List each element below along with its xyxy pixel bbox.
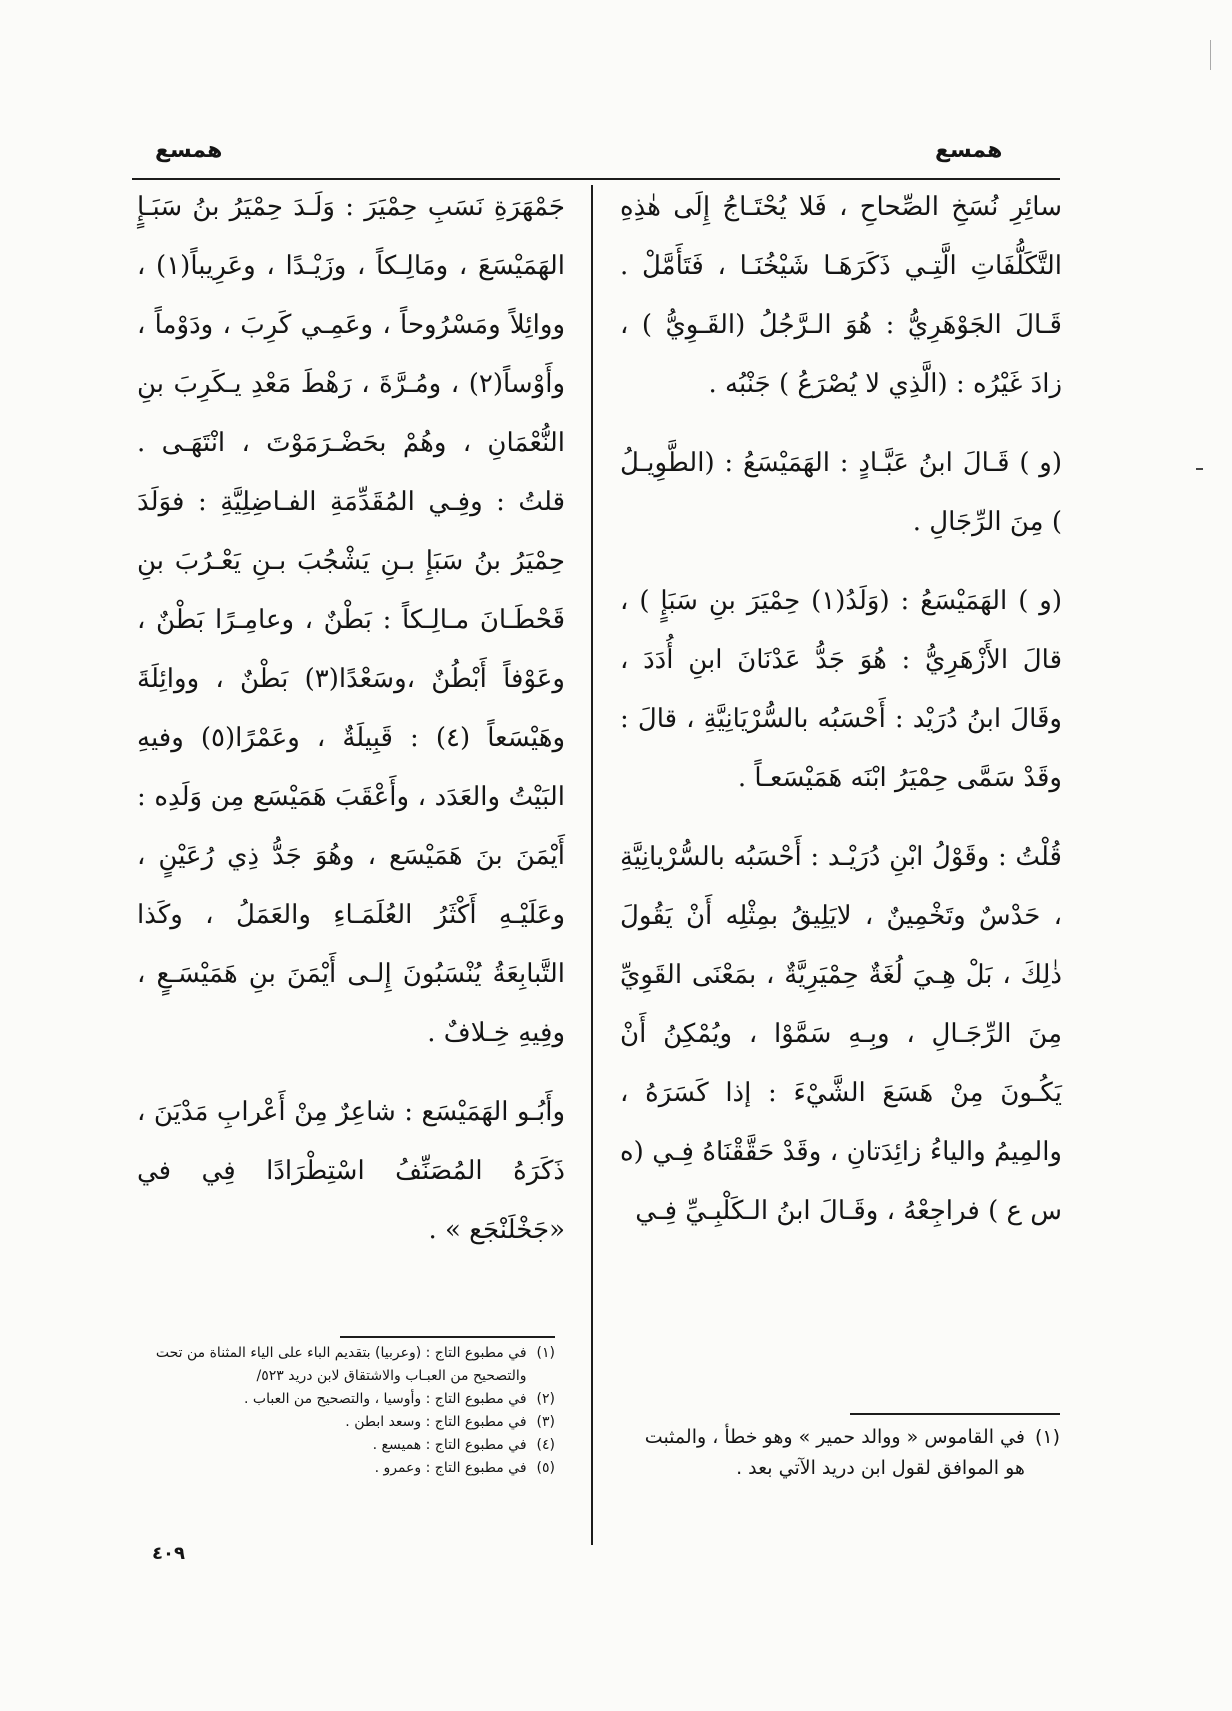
footnote-number: (٢)	[536, 1391, 555, 1407]
footnote-text: في مطبوع التاج : هميسع .	[372, 1437, 527, 1453]
footnote-text: في مطبوع التاج : وأوسيا ، والتصحيح من العباب .	[244, 1391, 527, 1407]
footnotes-right	[630, 1422, 1060, 1484]
footnote-rule-left	[340, 1336, 555, 1338]
footnote-text: في مطبوع التاج : (وعربيا) بتقديم الباء على الياء المثناة من تحت والتصحيح من العبـاب والاشتقاق لابن دريد ٥٢٣/	[155, 1345, 527, 1384]
footnote-number: (١)	[1034, 1426, 1060, 1448]
running-header-right: همسع	[935, 138, 1003, 163]
left-paragraph: جَمْهَرَةِ نَسَبِ حِمْيَرَ : وَلَـدَ حِمْيَرُ بنُ سَبَـإٍ الهَمَيْسَعَ ، ومَالِـكاً ، وزَيْـدًا ، وعَرِيباً(١) ، ووائِلاً ومَسْرُوحاً ، وعَمِـي كَرِبَ ، ودَوْماً ، وأَوْساً(٢) ، ومُـرَّةَ ، رَهْطَ مَعْدِ يـكَرِبَ بنِ النُّعْمَانِ ، وهُمْ بحَضْـرَمَوْتَ ، انْتَهَـى . قلتُ : وفِـي المُقَدِّمَةِ الفـاضِلِيَّةِ : فوَلَدَ حِمْيَرُ بنُ سَبَإِ بـنِ يَشْجُبَ بـنِ يَعْـرُبَ بنِ قَحْطَـانَ مـالِـكاً : بَطْنٌ ، وعامِـرًا بَطْنٌ ، وعَوْفاً أَبْطُنٌ ،وسَعْدًا(٣) بَطْنٌ ، ووائِلَةَ وهَيْسَعاً (٤) : قَبِيلَةٌ ، وعَمْرًا(٥) وفيهِ البَيْتُ والعَدَد ، وأَعْقَبَ هَمَيْسَع مِن وَلَدِه : أَيْمَنَ بنَ هَمَيْسَع ، وهُوَ جَدُّ ذِي رُعَيْنٍ ، وعَلَيْـهِ أَكْثَرُ العُلَمَـاءِ والعَمَلُ ، وكَذا التَّبابِعَةُ يُنْسَبُونَ إِلـى أَيْمَنَ بنِ هَمَيْسَـعٍ ، وفِيهِ خِـلافٌ .	[137, 192, 566, 1048]
footnote-number: (٥)	[536, 1460, 555, 1476]
page-number: ٤٠٩	[152, 1543, 185, 1564]
footnote-number: (٣)	[536, 1414, 555, 1430]
right-paragraph: (و ) الهَمَيْسَعُ : (وَلَدُ(١) حِمْيَرَ بنِ سَبَإٍ ) ، قالَ الأَزْهَرِيُّ : هُوَ جَدُّ عَدْنَانَ ابنِ أُدَدَ ، وقَالَ ابنُ دُرَيْد : أَحْسَبُه بالسُّرْيَانِيَّةِ ، قالَ : وقَدْ سَمَّى حِمْيَرُ ابْنَه هَمَيْسَعـاً .	[620, 586, 1062, 793]
footnote-number: (٤)	[536, 1437, 555, 1453]
footnote-item	[130, 1388, 555, 1411]
left-column	[137, 178, 565, 1260]
right-paragraph: قُلْتُ : وقَوْلُ ابْنِ دُرَيْـد : أَحْسَبُه بالسُّرْيانِيَّةِ ، حَدْسٌ وتَخْمِينٌ ، لايَلِيقُ بمِثْلِه أَنْ يَقُولَ ذٰلِكَ ، بَلْ هِـيَ لُغَةٌ حِمْيَرِيَّةٌ ، بمَعْنَى القَوِيِّ مِنَ الرِّجَـالِ ، وبِـهِ سَمَّوْا ، ويُمْكِنُ أَنْ يَكُـونَ مِنْ هَسَعَ الشَّيْءَ : إذا كَسَرَهُ ، والمِيمُ والياءُ زائِدَتانِ ، وقَدْ حَقَّقْنَاهُ فِـي (ه س ع ) فراجِعْهُ ، وقَـالَ ابنُ الـكَلْبِـيِّ فِـي	[620, 842, 1062, 1226]
footnote-text: في مطبوع التاج : وعمرو .	[374, 1460, 527, 1476]
scan-margin-mark	[1210, 40, 1211, 70]
footnote-text: في مطبوع التاج : وسعد ابطن .	[345, 1414, 527, 1430]
footnote-item	[130, 1342, 555, 1388]
column-divider	[591, 185, 593, 1545]
footnote-number: (١)	[536, 1345, 555, 1361]
footnote-item	[130, 1434, 555, 1457]
footnote-item	[130, 1457, 555, 1480]
right-paragraph: (و ) قَـالَ ابنُ عَبَّـادٍ : الهَمَيْسَعُ : (الطَّوِيـلُ ) مِنَ الرِّجَالِ .	[620, 448, 1062, 537]
footnote-text: في القاموس « ووالد حمير » وهو خطأ ، والمثبت هو الموافق لقول ابن دريد الآتي بعد .	[644, 1426, 1025, 1479]
footnotes-left	[130, 1342, 555, 1480]
left-paragraph: وأَبُـو الهَمَيْسَع : شاعِرٌ مِنْ أَعْرابِ مَدْيَنَ ، ذَكَرَهُ المُصَنِّفُ اسْتِطْرَادًا فِي في «جَخْلَنْجَع » .	[137, 1097, 565, 1245]
footnote-item	[630, 1422, 1060, 1484]
scan-margin-mark	[1196, 468, 1203, 470]
footnote-item	[130, 1411, 555, 1434]
footnote-rule-right	[850, 1413, 1060, 1415]
running-header-left: همسع	[155, 138, 223, 163]
right-paragraph: سائِرِ نُسَخِ الصِّحاحِ ، فَلا يُحْتَـاجُ إِلَى هٰذِهِ التَّكَلُّفَاتِ الَّتِـي ذَكَرَهَـا شَيْخُنَـا ، فَتَأَمَّلْ . قَـالَ الجَوْهَرِيُّ : هُوَ الـرَّجُلُ (القَـوِيُّ ) ، زادَ غَيْرُه : (الَّذِي لا يُصْرَعُ ) جَنْبُه .	[620, 192, 1062, 399]
right-column	[620, 178, 1062, 1241]
